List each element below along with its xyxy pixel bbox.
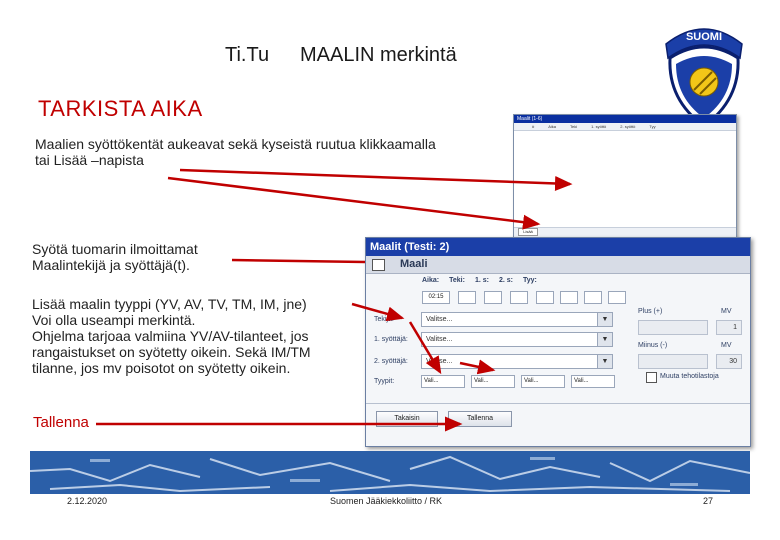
mv-label-1: MV (721, 308, 732, 315)
plus-label: Plus (+) (638, 308, 663, 315)
save-button[interactable]: Tallenna (448, 411, 512, 427)
col-time: Aika: (422, 277, 440, 284)
time-input[interactable]: 02:15 (422, 291, 450, 304)
mini-col: Aika (548, 124, 557, 129)
type-select-4[interactable]: Vali... (571, 375, 615, 388)
para1-line2: tai Lisää –napista (35, 152, 144, 168)
section-title: Maali (400, 258, 428, 270)
mv-label-2: MV (721, 342, 732, 349)
arrow-to-add-button (168, 178, 538, 224)
mini-col: Tyy (649, 124, 656, 129)
assist2-select-value: Valitse... (426, 358, 453, 365)
type-select-3[interactable]: Vali... (521, 375, 565, 388)
col-type: Tyy: (522, 277, 537, 284)
type-select-1[interactable]: Vali... (421, 375, 465, 388)
page-number: 27 (703, 496, 714, 506)
mv-field-2[interactable]: 30 (716, 354, 742, 369)
col-assist2: 2. s: (498, 277, 513, 284)
footer-organization: Suomen Jääkiekkoliitto / RK (330, 496, 443, 506)
scorer-label: Tekijä: (374, 316, 394, 323)
arrow-to-type (410, 322, 440, 372)
mini-col: Teki (570, 124, 578, 129)
mini-title: Maalit (1-6) (514, 115, 736, 123)
section-heading: TARKISTA AIKA (38, 96, 203, 121)
app-title: Ti.Tu (225, 44, 270, 66)
para3-line: Lisää maalin tyyppi (YV, AV, TV, TM, IM, jne) (32, 296, 307, 312)
footer-banner (30, 451, 750, 494)
chevron-down-icon[interactable]: ▼ (597, 313, 612, 326)
arrow-to-type-2 (460, 363, 493, 370)
mini-col: # (532, 124, 535, 129)
arrow-to-dialog (232, 260, 365, 262)
para2-line1: Syötä tuomarin ilmoittamat (32, 241, 198, 257)
para2-line2: Maalintekijä ja syöttäjä(t). (32, 257, 190, 273)
col-scorer: Teki: (449, 277, 465, 284)
minus-label: Miinus (-) (638, 342, 668, 349)
arrow-to-scorer (352, 304, 402, 318)
assist1-label: 1. syöttäjä: (374, 336, 408, 343)
para1-line1: Maalien syöttökentät aukeavat sekä kyseistä ruutua klikkaamalla (35, 136, 436, 152)
type-select-2[interactable]: Vali... (471, 375, 515, 388)
para3-line: tilanne, jos mv poisotot on syötetty oikein. (32, 360, 291, 376)
footer-date: 2.12.2020 (67, 496, 108, 506)
assist1-select-value: Valitse... (426, 336, 453, 343)
para3-line: Voi olla useampi merkintä. (32, 312, 196, 328)
chevron-down-icon[interactable]: ▼ (597, 355, 612, 368)
logo-text: SUOMI (685, 31, 723, 43)
mv-field-1[interactable]: 1 (716, 320, 742, 335)
col-assist1: 1. s: (474, 277, 489, 284)
slide-title: MAALIN merkintä (300, 44, 457, 66)
mini-col: 1. syöttö (591, 124, 607, 129)
stats-checkbox-label: Muuta tehotilastoja (660, 373, 719, 380)
type-label: Tyypit: (374, 378, 395, 385)
para3-line: rangaistukset on syötetty oikein. Sekä IM/TM (32, 344, 311, 360)
mini-col: 2. syöttö (620, 124, 636, 129)
arrow-to-list (180, 170, 570, 184)
dialog-title: Maalit (Testi: 2) (366, 238, 750, 256)
para3-line: Ohjelma tarjoaa valmiina YV/AV-tilanteet, jos (32, 328, 309, 344)
save-note: Tallenna (33, 414, 89, 431)
back-button[interactable]: Takaisin (376, 411, 438, 427)
chevron-down-icon[interactable]: ▼ (597, 333, 612, 346)
mini-add-button[interactable]: Lisää (518, 228, 538, 236)
scorer-select-value: Valitse... (426, 316, 453, 323)
assist2-label: 2. syöttäjä: (374, 358, 408, 365)
